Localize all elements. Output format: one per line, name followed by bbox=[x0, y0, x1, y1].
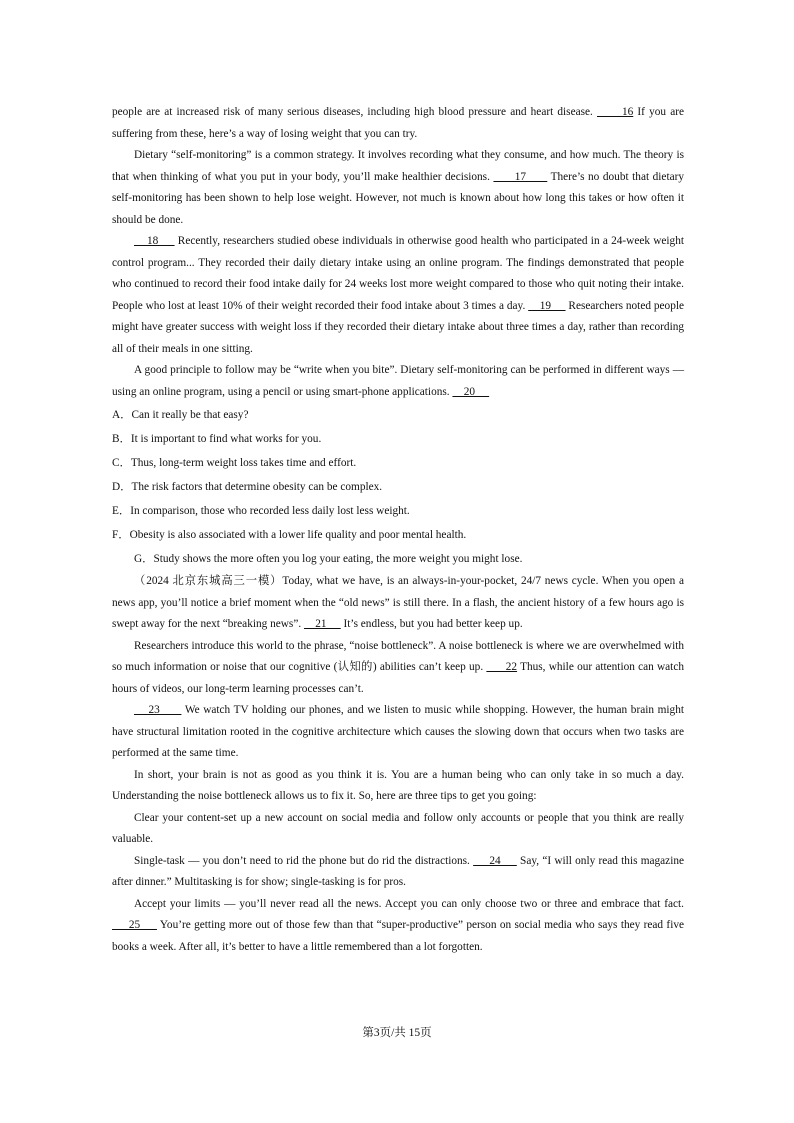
blank-22[interactable]: 22 bbox=[486, 661, 518, 673]
blank-24[interactable]: 24 bbox=[473, 854, 517, 867]
paragraph bbox=[112, 851, 684, 894]
paragraph-text: If you are suffering from these, here’s a way of losing weight that you can try. bbox=[112, 106, 684, 140]
source-label: （2024 北京东城高三一模） bbox=[134, 575, 283, 587]
option-e: E．In comparison, those who recorded less daily lost less weight. bbox=[112, 505, 410, 517]
paragraph bbox=[112, 360, 684, 403]
paragraph-text: Recently, researchers studied obese individuals in otherwise good health who participated in a 24-week weight control program... They recorded their daily dietary intake using an online program. The findings demonstrated that people who continued to record their food intake daily for 24 weeks lost more weight compared to those who quit noting their intake. People who lost at least 10% of their weight recorded their food intake about 3 times a day. bbox=[112, 235, 684, 312]
document-page bbox=[112, 102, 684, 958]
paragraph-text: Accept your limits — you’ll never read all the news. Accept you can only choose two or three and embrace that fact. bbox=[134, 897, 684, 910]
blank-18[interactable]: 18 bbox=[134, 235, 175, 247]
paragraph-text: Dietary “self-monitoring” is a common strategy. It involves recording what they consume, and how much. The theory is that when thinking of what you put in your body, you’ll make healthier decisions. bbox=[112, 149, 684, 183]
blank-16[interactable]: 16 bbox=[597, 106, 634, 118]
blank-23[interactable]: 23 bbox=[134, 704, 182, 716]
paragraph-text: Thus, while our attention can watch hours of videos, our long-term learning processes can’t. bbox=[112, 661, 684, 695]
paragraph-text: Researchers introduce this world to the phrase, “noise bottleneck”. A noise bottleneck is where we are overwhelmed with so much information or noise that our cognitive (认知的) abilities can’t keep up. bbox=[112, 639, 684, 673]
paragraph-text: Researchers noted people might have greater success with weight loss if they recorded their dietary intake about three times a day, rather than recording all of their meals in one sitting. bbox=[112, 299, 684, 355]
blank-21[interactable]: 21 bbox=[303, 618, 341, 630]
option-c: C．Thus, long-term weight loss takes time and effort. bbox=[112, 457, 357, 469]
option-a: A．Can it really be that easy? bbox=[112, 409, 249, 421]
paragraph-text: You’re getting more out of those few than that “super-productive” person on social media who says they read five books a week. After all, it’s better to have a little remembered than a lot forgotten. bbox=[112, 919, 684, 953]
paragraph-text: A good principle to follow may be “write when you bite”. Dietary self-monitoring can be performed in different ways — using an online program, using a pencil or using smart-phone applications. bbox=[112, 364, 684, 398]
option-f: F．Obesity is also associated with a lower life quality and poor mental health. bbox=[112, 529, 467, 541]
paragraph bbox=[112, 145, 684, 231]
blank-19[interactable]: 19 bbox=[528, 299, 566, 312]
paragraph bbox=[112, 102, 684, 145]
paragraph-text: We watch TV holding our phones, and we listen to music while shopping. However, the human brain might have structural limitation rooted in the cognitive architecture which causes the slowing down that occurs when two tasks are performed at the same time. bbox=[112, 704, 684, 759]
option-g: G．Study shows the more often you log your eating, the more weight you might lose. bbox=[134, 553, 523, 565]
page-number: 第3页/共 15页 bbox=[362, 1027, 432, 1039]
blank-20[interactable]: 20 bbox=[452, 385, 490, 398]
paragraph-text: Single-task — you don’t need to rid the phone but do rid the distractions. bbox=[134, 854, 474, 867]
option-d: D．The risk factors that determine obesity can be complex. bbox=[112, 481, 383, 493]
paragraph: Clear your content-set up a new account on social media and follow only accounts or people that you think are really valuable. bbox=[112, 811, 684, 845]
paragraph bbox=[112, 700, 684, 765]
paragraph-text: people are at increased risk of many serious diseases, including high blood pressure and heart disease. bbox=[112, 106, 597, 118]
paragraph-text: Today, what we have, is an always-in-your-pocket, 24/7 news cycle. When you open a news app, you’ll notice a brief moment when the “old news” is still there. In a flash, the ancient history of a few hours ago is swept away for the next “breaking news”. bbox=[112, 575, 684, 630]
blank-25[interactable]: 25 bbox=[112, 919, 157, 931]
option-b: B．It is important to find what works for you. bbox=[112, 433, 322, 445]
paragraph: In short, your brain is not as good as you think it is. You are a human being who can only take in so much a day. Understanding the noise bottleneck allows us to fix it. So, here are three tips to get you going: bbox=[112, 768, 684, 802]
paragraph bbox=[112, 231, 684, 360]
blank-17[interactable]: 17 bbox=[493, 170, 548, 183]
paragraph bbox=[112, 894, 684, 959]
paragraph bbox=[112, 571, 684, 636]
paragraph bbox=[112, 636, 684, 701]
paragraph-text: Say, “I will only read this magazine after dinner.” Multitasking is for show; single-tasking is for pros. bbox=[112, 854, 684, 888]
paragraph-text: There’s no doubt that dietary self-monitoring has been shown to help lose weight. However, not much is known about how long this takes or how often it should be done. bbox=[112, 170, 685, 226]
paragraph-text: It’s endless, but you had better keep up. bbox=[340, 618, 523, 630]
